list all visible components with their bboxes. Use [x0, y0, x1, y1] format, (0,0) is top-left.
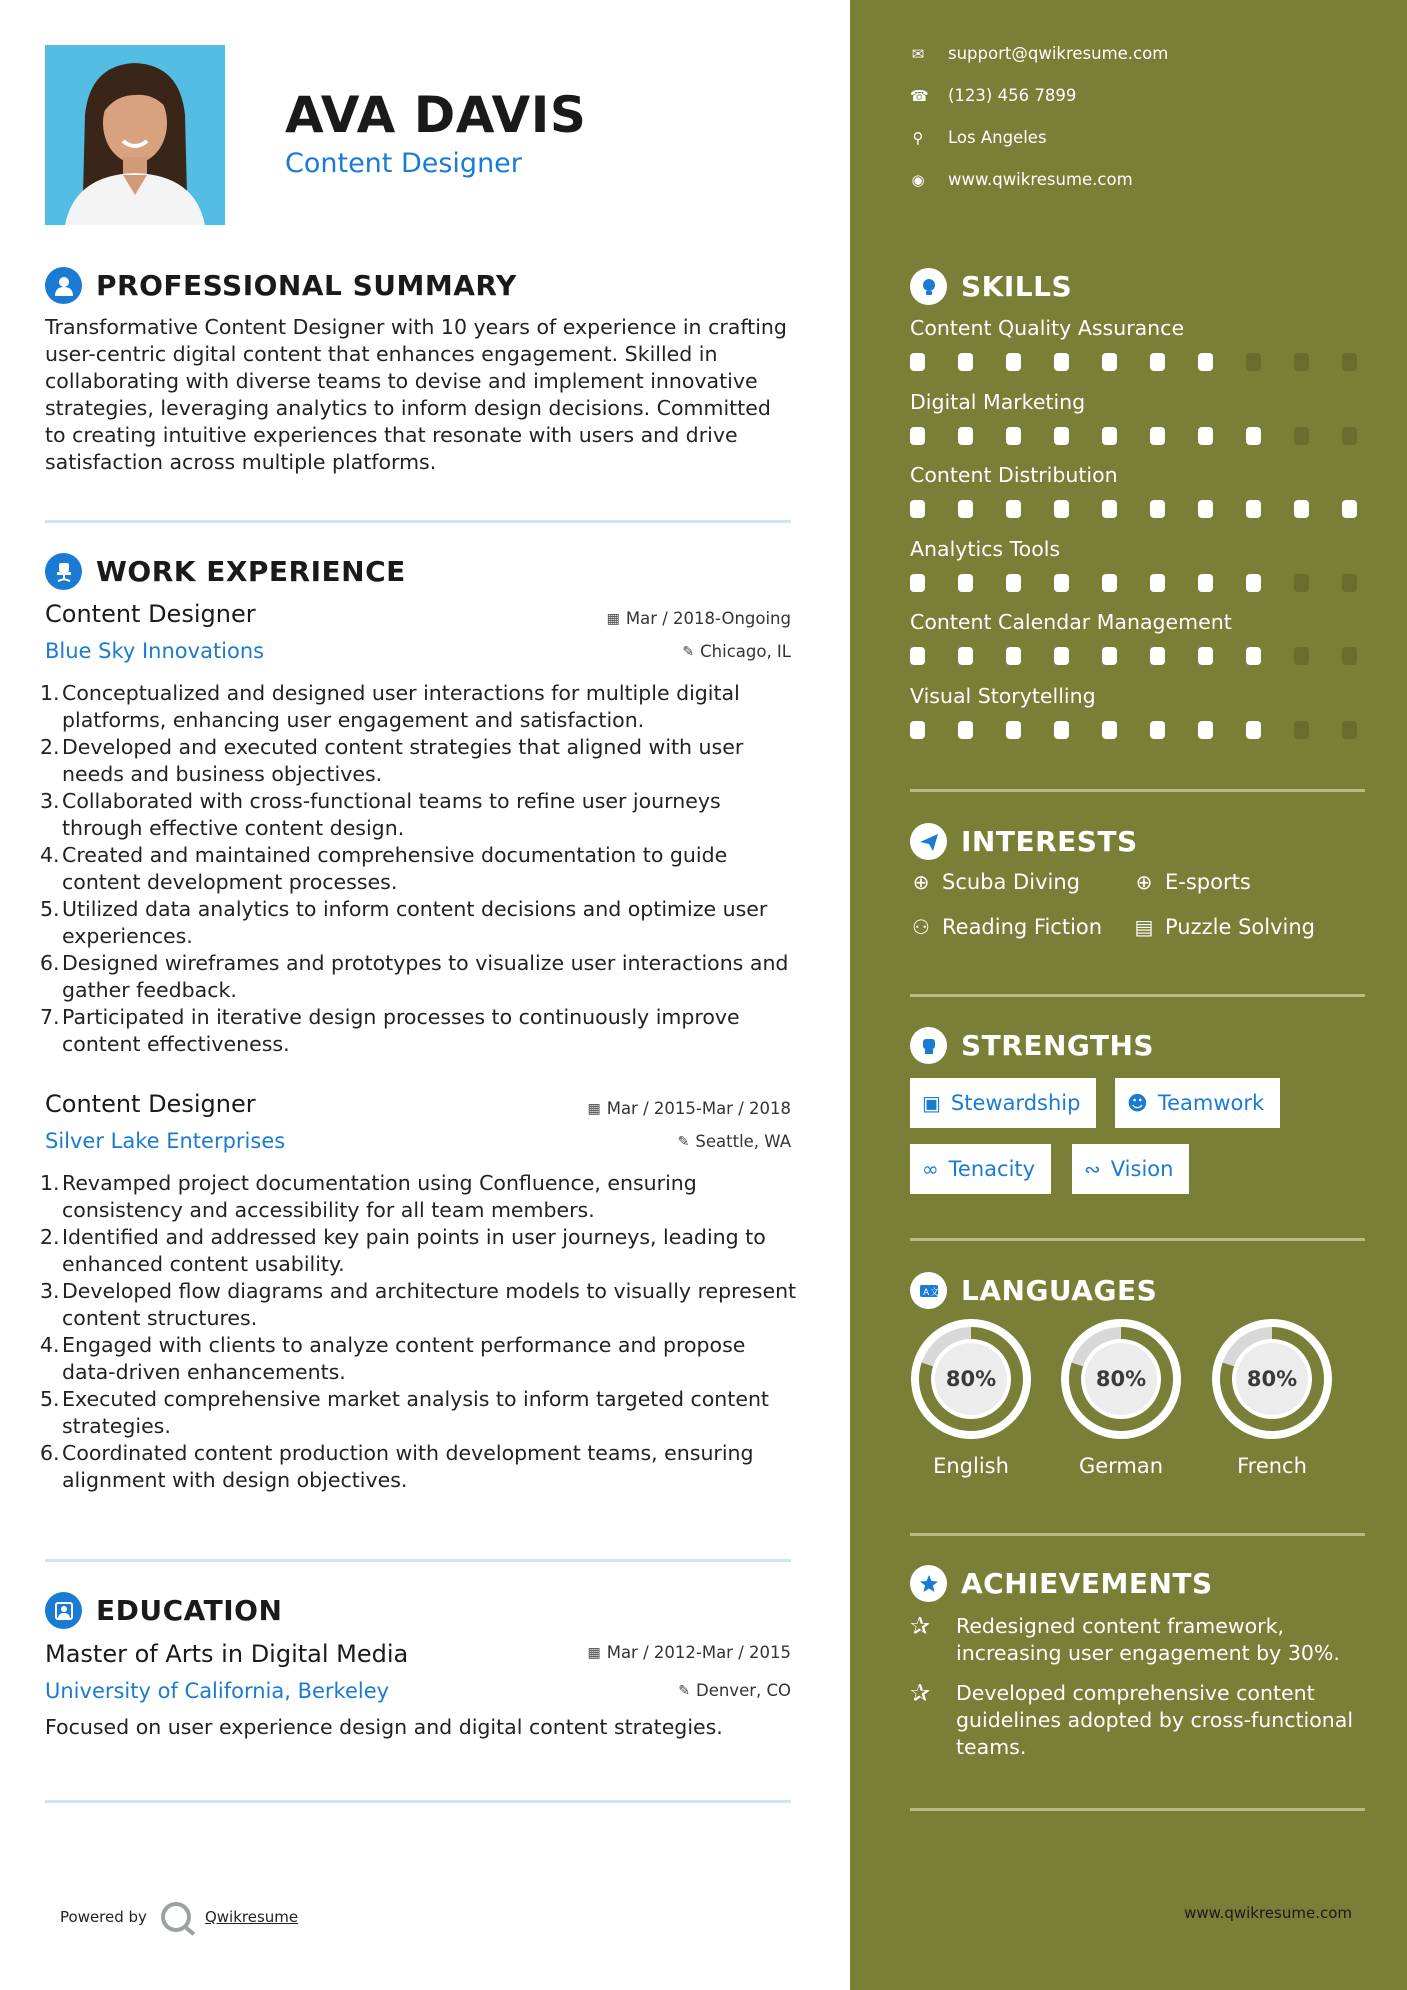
- education-date: [587, 1643, 791, 1662]
- users-icon: ☻: [1127, 1091, 1148, 1115]
- skill-dot: [1246, 574, 1261, 592]
- calendar-icon: ▦: [606, 610, 620, 627]
- interest-item: ⊕ Scuba Diving: [910, 870, 1080, 894]
- skill-dot: [1294, 500, 1309, 518]
- powered-by: [60, 1902, 298, 1932]
- skill-rating: [910, 574, 1357, 592]
- language-item: [1211, 1318, 1333, 1478]
- calendar-icon: ▦: [587, 1644, 601, 1661]
- lightbulb-icon: [910, 268, 947, 305]
- languages-title: LANGUAGES: [961, 1274, 1158, 1307]
- skill-name: Analytics Tools: [910, 536, 1061, 561]
- interest-item: ⊕ E-sports: [1133, 870, 1251, 894]
- skill-dot: [1294, 353, 1309, 371]
- skill-dot: [1198, 721, 1213, 739]
- pin-icon: ✎: [677, 1133, 690, 1150]
- skill-dot: [1150, 353, 1165, 371]
- link-icon: ∞: [922, 1157, 939, 1181]
- job-date-text: Mar / 2015-Mar / 2018: [606, 1099, 791, 1118]
- fist-icon: [910, 1027, 947, 1064]
- skill-dot: [1006, 647, 1021, 665]
- interests-heading: [910, 823, 1138, 860]
- pin-icon: ✎: [682, 643, 695, 660]
- skill-dot: [1342, 647, 1357, 665]
- job-bullets: [40, 1170, 800, 1494]
- skill-dot: [1102, 721, 1117, 739]
- phone-text: (123) 456 7899: [948, 86, 1077, 105]
- skill-dot: [1006, 353, 1021, 371]
- qwikresume-link[interactable]: Qwikresume: [204, 1908, 299, 1926]
- email-text: support@qwikresume.com: [948, 44, 1169, 63]
- skill-dot: [1102, 427, 1117, 445]
- skill-name: Visual Storytelling: [910, 683, 1096, 708]
- job-company: Blue Sky Innovations: [45, 639, 265, 663]
- language-progress-ring: [910, 1318, 1032, 1440]
- skill-dot: [1054, 574, 1069, 592]
- lifebuoy-icon: ⊕: [912, 870, 930, 894]
- skill-dot: [1198, 647, 1213, 665]
- skill-dot: [958, 427, 973, 445]
- skill-dot: [1150, 500, 1165, 518]
- skill-dot: [1294, 647, 1309, 665]
- contact-location: [910, 128, 1047, 147]
- list-item: 5. Executed comprehensive market analysis to inform targeted content strategies.: [40, 1387, 769, 1438]
- language-percent: 80%: [1095, 1367, 1147, 1391]
- skill-dot: [1054, 353, 1069, 371]
- strengths-title: STRENGTHS: [961, 1029, 1155, 1062]
- language-name: French: [1237, 1454, 1307, 1478]
- achievements-heading: [910, 1565, 1213, 1602]
- language-name: English: [933, 1454, 1009, 1478]
- achievement-item: ✰ Redesigned content framework, increasing user engagement by 30%.: [910, 1612, 1340, 1665]
- list-item: 6. Coordinated content production with development teams, ensuring alignment with design objectives.: [40, 1441, 754, 1492]
- star-badge-icon: [910, 1565, 947, 1602]
- skill-dot: [1198, 500, 1213, 518]
- skill-dot: [1342, 721, 1357, 739]
- envelope-icon: ✉: [911, 44, 925, 63]
- map-marker-icon: ⚲: [912, 128, 924, 147]
- skill-name: Content Quality Assurance: [910, 316, 1185, 340]
- qwikresume-logo-icon: [161, 1902, 191, 1932]
- star-icon: ✰: [910, 1679, 931, 1707]
- contact-phone[interactable]: [910, 86, 1076, 105]
- section-divider: [45, 1800, 791, 1803]
- skill-dot: [910, 500, 925, 518]
- paper-plane-icon: [910, 823, 947, 860]
- languages-heading: [910, 1272, 1157, 1309]
- skill-dot: [1294, 721, 1309, 739]
- lifebuoy-icon: ⊕: [1135, 870, 1153, 894]
- education-location: [678, 1681, 791, 1700]
- skill-rating: [910, 721, 1357, 739]
- summary-title: PROFESSIONAL SUMMARY: [96, 269, 517, 302]
- skill-dot: [958, 500, 973, 518]
- list-item: 3. Developed flow diagrams and architecture models to visually represent content structures.: [40, 1279, 797, 1330]
- user-icon: [45, 267, 82, 304]
- skill-dot: [1342, 427, 1357, 445]
- skill-dot: [1006, 500, 1021, 518]
- section-divider: [45, 1559, 791, 1562]
- svg-text:A: A: [922, 1287, 929, 1298]
- language-item: [1060, 1318, 1182, 1478]
- summary-text: Transformative Content Designer with 10 years of experience in crafting user-centric digital content that enhances engagement. Skilled in collaborating with diverse teams to devise and implement innovative strategies, leveraging analytics to inform design decisions. Committed to creating intuitive experiences that resonate with users and drive satisfaction across multiple platforms.: [45, 315, 787, 474]
- skill-dot: [1246, 353, 1261, 371]
- language-name: German: [1078, 1454, 1164, 1478]
- job-location: [678, 1132, 791, 1151]
- strength-tag-vision: ∾ Vision: [1072, 1144, 1189, 1194]
- degree-title: Master of Arts in Digital Media: [45, 1640, 409, 1668]
- phone-icon: ☎: [910, 86, 929, 105]
- job-date: [607, 609, 791, 628]
- skill-dot: [1102, 574, 1117, 592]
- skill-dot: [1054, 647, 1069, 665]
- skill-dot: [958, 647, 973, 665]
- skill-dot: [958, 574, 973, 592]
- list-item: 7. Participated in iterative design processes to continuously improve content effectiveness.: [40, 1005, 740, 1056]
- powered-by-label: Powered by: [60, 1908, 147, 1926]
- list-item: 5. Utilized data analytics to inform content decisions and optimize user experiences.: [40, 897, 768, 948]
- list-item: 2. Developed and executed content strategies that aligned with user needs and business objectives.: [40, 735, 744, 786]
- skill-rating: [910, 353, 1357, 371]
- skills-title: SKILLS: [961, 270, 1073, 303]
- sidebar: [850, 0, 1407, 1990]
- skill-dot: [958, 353, 973, 371]
- skill-dot: [1102, 353, 1117, 371]
- language-item: [910, 1318, 1032, 1478]
- strength-tag-tenacity: ∞ Tenacity: [910, 1144, 1051, 1194]
- skill-dot: [910, 353, 925, 371]
- pin-icon: ✎: [678, 1682, 690, 1699]
- job-location-text: Chicago, IL: [700, 642, 791, 661]
- globe-icon: ◉: [911, 170, 925, 189]
- skill-rating: [910, 427, 1357, 445]
- school-name: University of California, Berkeley: [45, 1679, 390, 1703]
- interests-title: INTERESTS: [961, 825, 1138, 858]
- skill-dot: [1150, 427, 1165, 445]
- profile-photo: [45, 45, 225, 225]
- skill-rating: [910, 500, 1357, 518]
- section-divider: [910, 994, 1365, 997]
- calendar-icon: ▦: [587, 1100, 601, 1117]
- skill-dot: [1294, 574, 1309, 592]
- job-date-text: Mar / 2018-Ongoing: [625, 609, 791, 628]
- chair-icon: [45, 553, 82, 590]
- skill-dot: [1246, 427, 1261, 445]
- language-percent: 80%: [945, 1367, 997, 1391]
- skill-dot: [958, 721, 973, 739]
- skill-name: Content Calendar Management: [910, 610, 1232, 634]
- achievement-item: ✰ Developed comprehensive content guidelines adopted by cross-functional teams.: [910, 1679, 1354, 1759]
- list-item: 4. Created and maintained comprehensive documentation to guide content development processes.: [40, 843, 728, 894]
- skill-dot: [1006, 721, 1021, 739]
- education-description: Focused on user experience design and digital content strategies.: [45, 1715, 723, 1739]
- interest-item: ▤ Puzzle Solving: [1134, 915, 1315, 939]
- candidate-name: AVA DAVIS: [285, 86, 587, 144]
- education-date-text: Mar / 2012-Mar / 2015: [606, 1643, 791, 1662]
- skill-dot: [1246, 647, 1261, 665]
- language-progress-ring: [1060, 1318, 1182, 1440]
- skill-dot: [1150, 647, 1165, 665]
- skill-name: Digital Marketing: [910, 389, 1086, 414]
- skill-dot: [1150, 721, 1165, 739]
- skills-heading: [910, 268, 1072, 305]
- skill-rating: [910, 647, 1357, 665]
- section-divider: [910, 789, 1365, 792]
- website-text: www.qwikresume.com: [948, 170, 1133, 189]
- job-location-text: Seattle, WA: [695, 1132, 791, 1151]
- skill-dot: [1342, 353, 1357, 371]
- skill-name: Content Distribution: [910, 463, 1118, 487]
- skill-dot: [1150, 574, 1165, 592]
- strength-tag-stewardship: ▣ Stewardship: [910, 1078, 1096, 1128]
- job-location: [682, 642, 791, 661]
- graduate-icon: [45, 1592, 82, 1629]
- skill-dot: [1198, 427, 1213, 445]
- skill-dot: [1054, 500, 1069, 518]
- list-item: 4. Engaged with clients to analyze content performance and propose data-driven enhancements.: [40, 1333, 746, 1384]
- gamepad-icon: ⚇: [912, 915, 930, 939]
- star-icon: ✰: [910, 1612, 931, 1640]
- skill-dot: [1342, 500, 1357, 518]
- education-heading: [45, 1592, 282, 1629]
- footer-website[interactable]: www.qwikresume.com: [1184, 1904, 1352, 1922]
- strengths-heading: [910, 1027, 1154, 1064]
- list-item: 1. Revamped project documentation using Confluence, ensuring consistency and accessibility for all team members.: [40, 1171, 697, 1222]
- education-location-text: Denver, CO: [695, 1681, 791, 1700]
- svg-text:文: 文: [929, 1287, 939, 1298]
- education-title: EDUCATION: [96, 1594, 283, 1627]
- achievements-title: ACHIEVEMENTS: [961, 1567, 1213, 1600]
- list-item: 2. Identified and addressed key pain points in user journeys, leading to enhanced content usability.: [40, 1225, 766, 1276]
- work-heading: [45, 553, 406, 590]
- interest-item: ⚇ Reading Fiction: [910, 915, 1102, 939]
- job-bullets: [40, 680, 800, 1058]
- skill-dot: [1198, 353, 1213, 371]
- skill-dot: [910, 721, 925, 739]
- job-title: Content Designer: [45, 600, 256, 628]
- book-icon: ▤: [1134, 915, 1154, 939]
- summary-heading: [45, 267, 517, 304]
- language-progress-ring: [1211, 1318, 1333, 1440]
- section-divider: [910, 1238, 1365, 1241]
- skill-dot: [910, 574, 925, 592]
- skill-dot: [1054, 721, 1069, 739]
- binoculars-icon: ∾: [1084, 1157, 1101, 1181]
- skill-dot: [1006, 574, 1021, 592]
- contact-website[interactable]: [910, 170, 1133, 189]
- list-item: 3. Collaborated with cross-functional teams to refine user journeys through effective content design.: [40, 789, 721, 840]
- work-title: WORK EXPERIENCE: [96, 555, 406, 588]
- section-divider: [910, 1533, 1365, 1536]
- skill-dot: [910, 647, 925, 665]
- strength-tag-teamwork: ☻ Teamwork: [1115, 1078, 1280, 1128]
- skill-dot: [1102, 647, 1117, 665]
- candidate-role: Content Designer: [285, 148, 522, 179]
- skill-dot: [1294, 427, 1309, 445]
- skill-dot: [1054, 427, 1069, 445]
- skill-dot: [1006, 427, 1021, 445]
- list-item: 6. Designed wireframes and prototypes to visualize user interactions and gather feedback.: [40, 951, 789, 1002]
- location-text: Los Angeles: [948, 128, 1047, 147]
- language-percent: 80%: [1246, 1367, 1298, 1391]
- translate-icon: [910, 1272, 947, 1309]
- skill-dot: [1246, 500, 1261, 518]
- contact-email[interactable]: [910, 44, 1168, 63]
- section-divider: [45, 520, 791, 523]
- skill-dot: [1246, 721, 1261, 739]
- job-title: Content Designer: [45, 1090, 256, 1118]
- list-item: 1. Conceptualized and designed user interactions for multiple digital platforms, enhancing user engagement and satisfaction.: [40, 681, 740, 732]
- job-company: Silver Lake Enterprises: [45, 1129, 286, 1153]
- skill-dot: [1102, 500, 1117, 518]
- job-date: [587, 1099, 791, 1118]
- skill-dot: [1198, 574, 1213, 592]
- skill-dot: [910, 427, 925, 445]
- skill-dot: [1342, 574, 1357, 592]
- briefcase-icon: ▣: [922, 1091, 941, 1115]
- section-divider: [910, 1808, 1365, 1811]
